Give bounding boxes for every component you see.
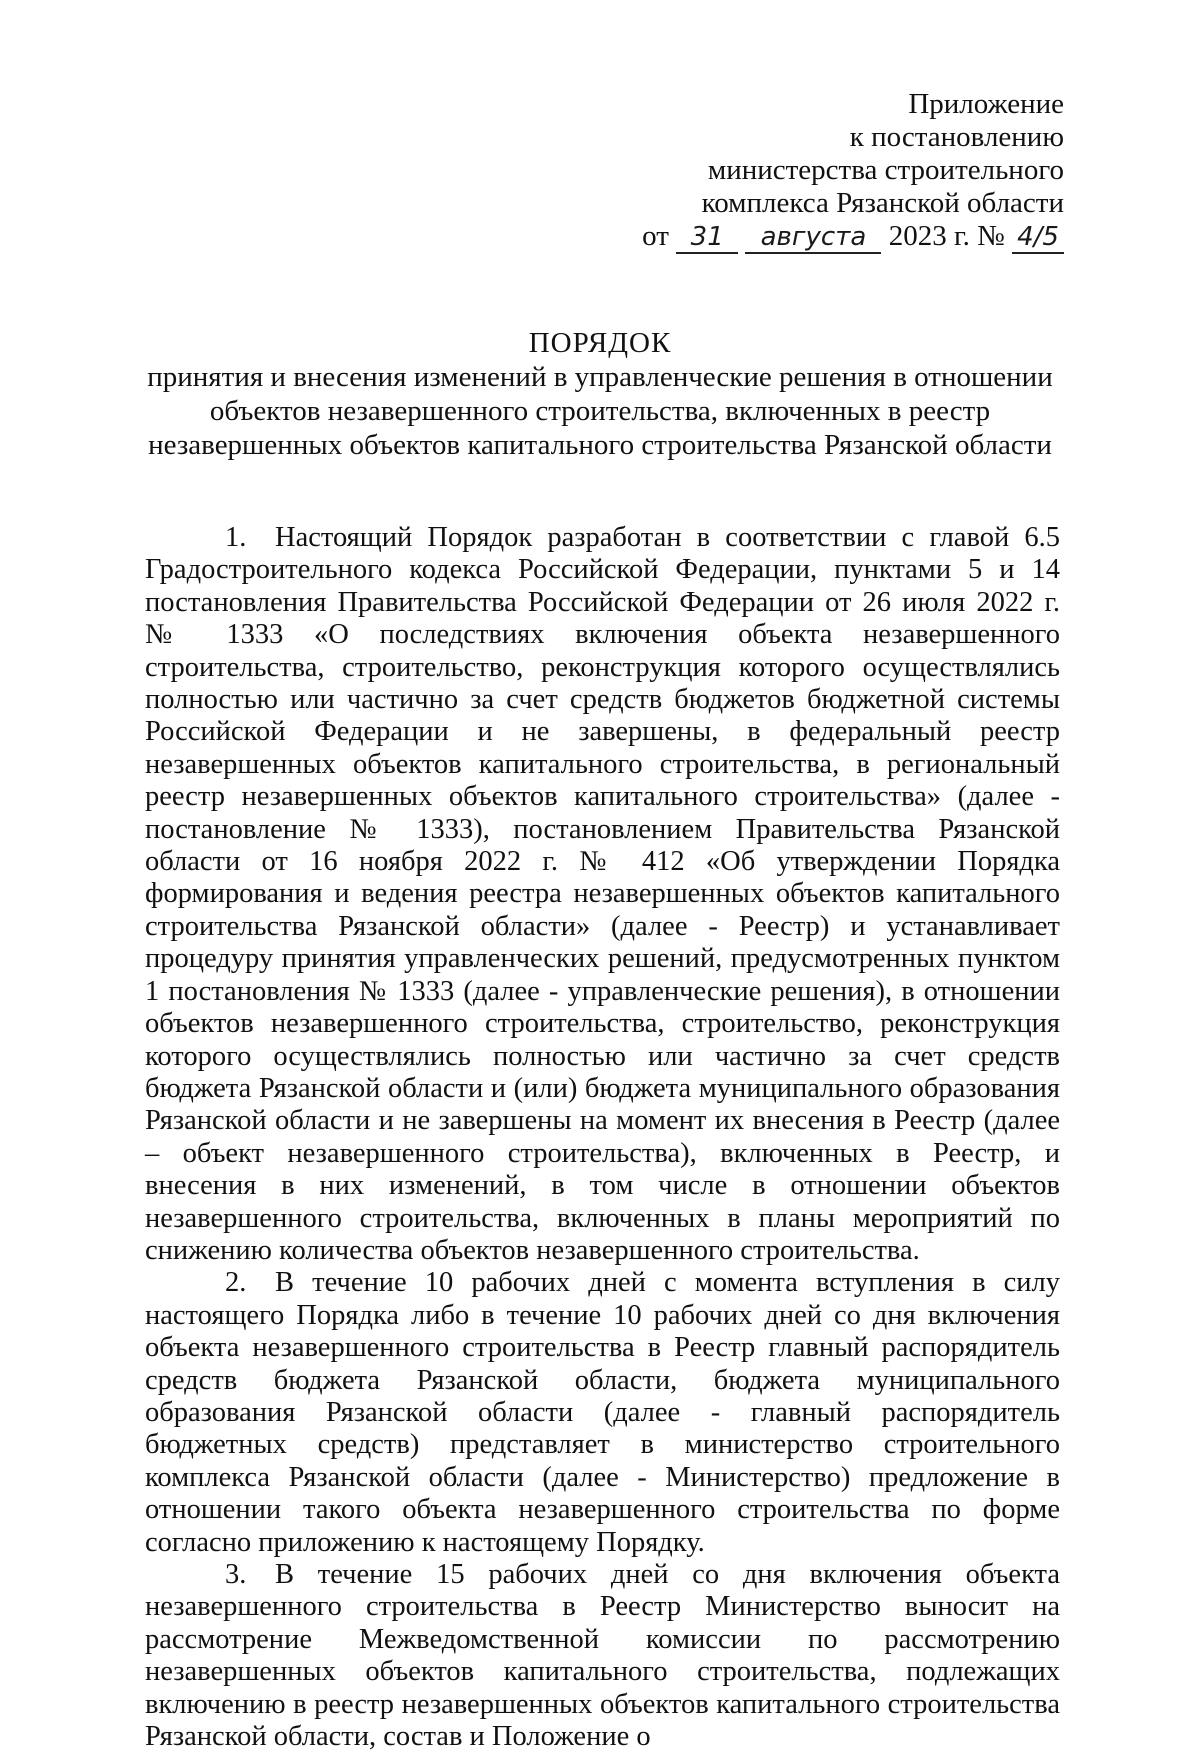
appendix-ministry: министерства строительного: [707, 154, 1064, 186]
paragraph-number: 3.: [225, 1559, 247, 1590]
title-main: ПОРЯДОК: [528, 327, 672, 359]
paragraph-1: [145, 522, 1060, 1267]
date-prefix: от: [642, 220, 669, 252]
paragraph-3: [145, 1559, 1060, 1753]
paragraph-2: [145, 1267, 1060, 1559]
paragraph-text: В течение 15 рабочих дней со дня включения объекта незавершенного строительства в Реестр Министерство выносит на рассмотрение Межведомственной комиссии по рассмотрению незавершенных объектов капитального строительства, подлежащих включению в реестр незавершенных объектов капитального строительства Рязанской области, состав и Положение о: [145, 1559, 1060, 1753]
appendix-region: комплекса Рязанской области: [701, 187, 1064, 219]
document-body: [145, 522, 1060, 1753]
paragraph-text: Настоящий Порядок разработан в соответствии с главой 6.5 Градостроительного кодекса Российской Федерации, пунктами 5 и 14 постановления Правительства Российской Федерации от 26 июля 2022 г. № 1333 «О последствиях включения объекта незавершенного строительства, строительство, реконструкция которого осуществлялись полностью или частично за счет средств бюджетов бюджетной системы Российской Федерации и не завершены, в федеральный реестр незавершенных объектов капитального строительства, в региональный реестр незавершенных объектов капитального строительства» (далее - постановление № 1333), постановлением Правительства Рязанской области от 16 ноября 2022 г. № 412 «Об утверждении Порядка формирования и ведения реестра незавершенных объектов капитального строительства Рязанской области» (далее - Реестр) и устанавливает процедуру принятия управленческих решений, предусмотренных пунктом 1 постановления № 1333 (далее - управленческие решения), в отношении объектов незавершенного строительства, строительство, реконструкция которого осуществлялись полностью или частично за счет средств бюджета Рязанской области и (или) бюджета муниципального образования Рязанской области и не завершены на момент их внесения в Реестр (далее – объект незавершенного строительства), включенных в Реестр, и внесения в них изменений, в том числе в отношении объектов незавершенного строительства, включенных в планы мероприятий по снижению количества объектов незавершенного строительства.: [145, 522, 1060, 1266]
title-subtitle: принятия и внесения изменений в управленческие решения в отношении объектов незавершенного строительства, включенных в реестр незавершенных объектов капитального строительства Рязанской области: [147, 361, 1053, 461]
appendix-to-resolution: к постановлению: [849, 121, 1064, 153]
paragraph-text: В течение 10 рабочих дней с момента вступления в силу настоящего Порядка либо в течение 10 рабочих дней со дня включения объекта незавершенного строительства в Реестр главный распорядитель средств бюджета Рязанской области, бюджета муниципального образования Рязанской области (далее - главный распорядитель бюджетных средств) представляет в министерство строительного комплекса Рязанской области (далее - Министерство) предложение в отношении такого объекта незавершенного строительства по форме согласно приложению к настоящему Порядку.: [145, 1267, 1060, 1558]
date-year: 2023 г. №: [888, 220, 1005, 252]
paragraph-number: 2.: [225, 1267, 247, 1299]
document-title: [140, 326, 1060, 462]
appendix-header: [642, 88, 1064, 254]
paragraph-number: 1.: [225, 522, 247, 553]
appendix-date-line: [642, 220, 1064, 254]
handwritten-month: августа: [745, 222, 881, 254]
handwritten-day: 31: [676, 222, 738, 254]
handwritten-doc-number: 4/5: [1012, 222, 1064, 254]
appendix-label: Приложение: [908, 88, 1064, 120]
